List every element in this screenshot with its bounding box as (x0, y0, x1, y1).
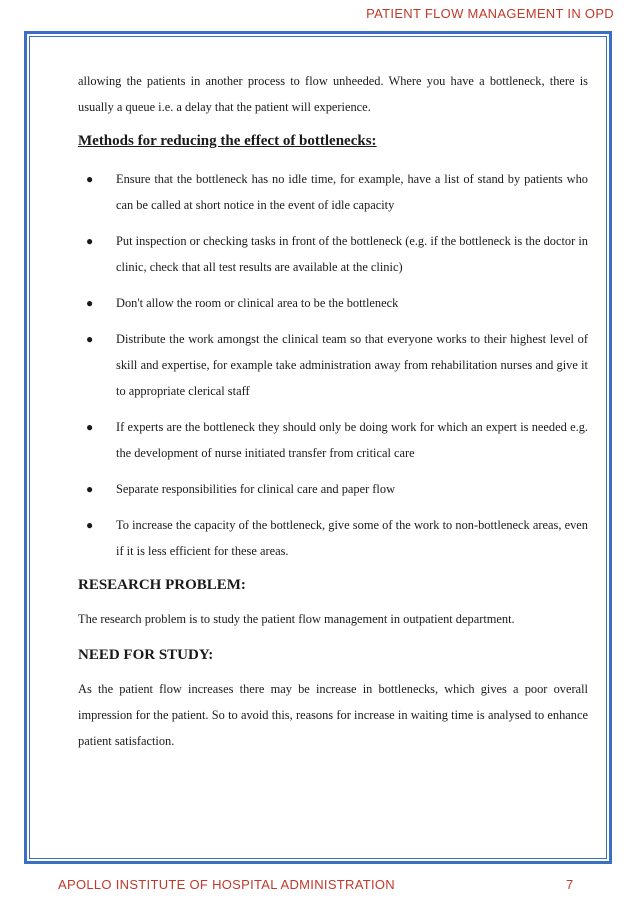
research-problem-text: The research problem is to study the patient flow management in outpatient department. (78, 612, 515, 626)
list-item-text: Distribute the work amongst the clinical team so that everyone works to their highest level of skill and expertise, for example take administration away from rehabilitation nurses and give it to appropriate clerical staff (116, 332, 588, 398)
methods-list (78, 166, 588, 564)
bullet-icon: ● (86, 518, 94, 532)
list-item-text: Don't allow the room or clinical area to be the bottleneck (116, 296, 399, 310)
list-item-text: Ensure that the bottleneck has no idle time, for example, have a list of stand by patients who can be called at short notice in the event of idle capacity (116, 172, 588, 212)
list-item (78, 414, 588, 466)
running-header: PATIENT FLOW MANAGEMENT IN OPD (366, 6, 614, 21)
need-for-study-heading: NEED FOR STUDY: (78, 647, 214, 663)
list-item-text: To increase the capacity of the bottleneck, give some of the work to non-bottleneck areas, even if it is less efficient for these areas. (116, 518, 588, 558)
list-item (78, 476, 588, 502)
intro-paragraph: allowing the patients in another process to flow unheeded. Where you have a bottleneck, there is usually a queue i.e. a delay that the patient will experience. (78, 74, 588, 114)
page-content (78, 68, 588, 766)
list-item (78, 326, 588, 404)
research-problem-heading: RESEARCH PROBLEM: (78, 577, 246, 593)
list-item (78, 228, 588, 280)
page-number: 7 (566, 877, 574, 892)
methods-heading: Methods for reducing the effect of bottlenecks: (78, 133, 377, 149)
bullet-icon: ● (86, 332, 94, 346)
list-item-text: If experts are the bottleneck they should only be doing work for which an expert is needed e.g. the development of nurse initiated transfer from critical care (116, 420, 588, 460)
bullet-icon: ● (86, 296, 94, 310)
list-item (78, 290, 588, 316)
need-for-study-text: As the patient flow increases there may be increase in bottlenecks, which gives a poor overall impression for the patient. So to avoid this, reasons for increase in waiting time is analysed to enhance patient satisfaction. (78, 682, 588, 748)
list-item (78, 512, 588, 564)
bullet-icon: ● (86, 234, 94, 248)
bullet-icon: ● (86, 172, 94, 186)
list-item-text: Put inspection or checking tasks in front of the bottleneck (e.g. if the bottleneck is the doctor in clinic, check that all test results are available at the clinic) (116, 234, 588, 274)
list-item-text: Separate responsibilities for clinical care and paper flow (116, 482, 396, 496)
bullet-icon: ● (86, 482, 94, 496)
running-footer: APOLLO INSTITUTE OF HOSPITAL ADMINISTRATION (58, 877, 395, 892)
bullet-icon: ● (86, 420, 94, 434)
list-item (78, 166, 588, 218)
